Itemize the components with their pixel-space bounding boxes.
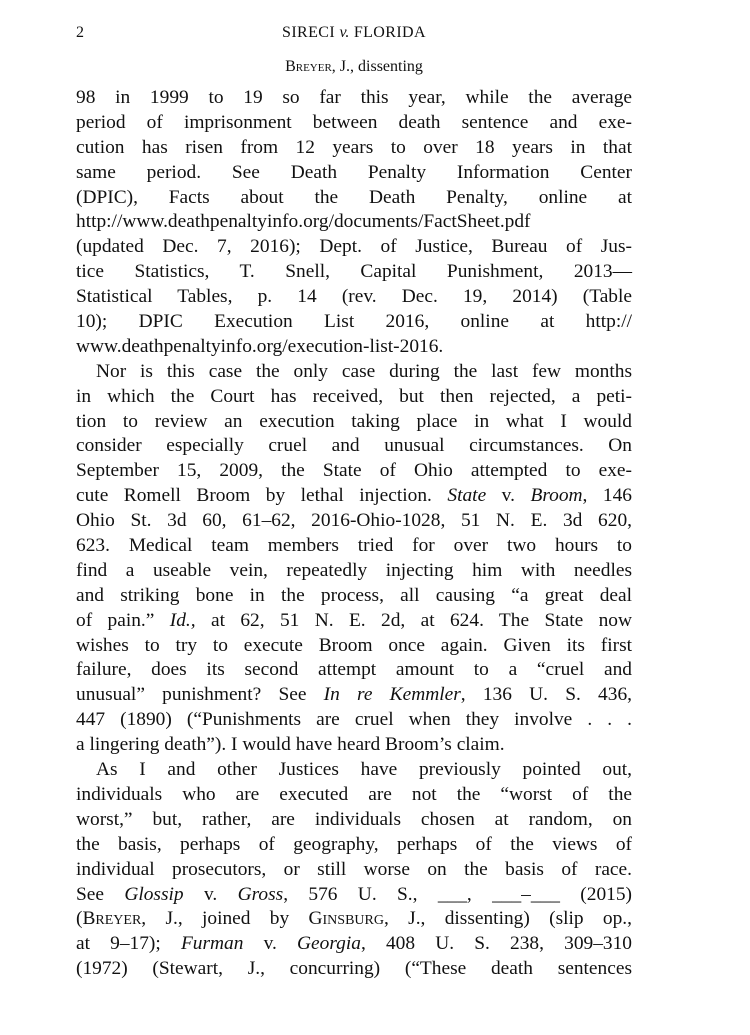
text-line: individuals who are executed are not the “worst of the	[76, 783, 632, 805]
case-party-1: SIRECI	[282, 24, 336, 41]
case-name-kemmler: In re Kemmler	[323, 684, 461, 706]
case-name-glossip: Glossip	[124, 883, 184, 905]
case-title	[76, 24, 632, 42]
text-line: September 15, 2009, the State of Ohio attempted to exe-	[76, 460, 632, 482]
text-line: Statistical Tables, p. 14 (rev. Dec. 19, 2014) (Table	[76, 286, 632, 308]
versus-text: v.	[243, 933, 298, 955]
citation-tail: , J., dissenting) (slip op.,	[383, 908, 632, 930]
text-line: find a useable vein, repeatedly injecting him with needles	[76, 559, 632, 581]
text-line-with-citation	[76, 907, 632, 932]
text-line-with-citation	[76, 883, 632, 908]
text-line: As I and other Justices have previously pointed out,	[96, 759, 632, 781]
text-line: (updated Dec. 7, 2016); Dept. of Justice, Bureau of Jus-	[76, 236, 632, 258]
running-header	[76, 18, 632, 48]
case-name-furman: Furman	[180, 933, 244, 955]
text-line: a lingering death”). I would have heard Broom’s claim.	[76, 734, 505, 756]
opinion-author-line	[76, 58, 632, 82]
text-line-with-citation	[76, 932, 632, 957]
line-text: unusual” punishment? See	[76, 684, 307, 706]
author-suffix: , J., dissenting	[331, 58, 423, 75]
citation-mid: , J., joined by	[141, 908, 309, 930]
versus-text: v.	[486, 485, 531, 507]
case-name-broom: Broom	[530, 485, 583, 507]
text-line-with-citation	[76, 484, 632, 509]
text-line: the basis, perhaps of geography, perhaps of the views of	[76, 833, 632, 855]
justice-ginsburg: Ginsburg	[308, 908, 384, 930]
text-line: tion to review an execution taking place in what I would	[76, 410, 632, 432]
case-versus: v.	[339, 24, 350, 41]
opinion-page	[76, 18, 632, 982]
case-name-gross: Gross	[237, 883, 284, 905]
justice-breyer: Breyer	[82, 908, 142, 930]
text-line: individual prosecutors, or still worse on the basis of race.	[76, 858, 632, 880]
text-line: 98 in 1999 to 19 so far this year, while the average	[76, 87, 632, 108]
text-line-with-citation	[76, 683, 632, 708]
versus-text: v.	[183, 883, 238, 905]
citation-tail: , 136 U. S. 436,	[460, 684, 632, 706]
paragraph-2	[76, 360, 632, 758]
case-party-2: FLORIDA	[353, 24, 426, 41]
text-line: 447 (1890) (“Punishments are cruel when they involve . . .	[76, 709, 632, 731]
text-line: (DPIC), Facts about the Death Penalty, online at	[76, 186, 632, 208]
citation-tail: , 408 U. S. 238, 309–310	[360, 933, 632, 955]
citation-tail: , 146	[582, 485, 632, 507]
author-name: Breyer	[285, 58, 332, 75]
paragraph-1	[76, 86, 632, 360]
text-line: failure, does its second attempt amount to a “cruel and	[76, 659, 632, 681]
line-text: cute Romell Broom by lethal injection.	[76, 485, 432, 507]
text-line: consider especially cruel and unusual circumstances. On	[76, 435, 632, 457]
text-line: Ohio St. 3d 60, 61–62, 2016-Ohio-1028, 51 N. E. 3d 620,	[76, 510, 632, 532]
citation-tail: at 62, 51 N. E. 2d, at 624. The State now	[195, 609, 632, 631]
page-number: 2	[76, 24, 85, 41]
id-citation: Id.,	[169, 609, 196, 631]
text-line: and striking bone in the process, all causing “a great deal	[76, 584, 632, 606]
text-line: Nor is this case the only case during the last few months	[96, 360, 632, 382]
case-name-state: State	[447, 485, 487, 507]
text-line: period of imprisonment between death sentence and exe-	[76, 111, 632, 133]
line-text: of pain.”	[76, 609, 155, 631]
text-line: (1972) (Stewart, J., concurring) (“These death sentences	[76, 958, 632, 980]
case-name-georgia: Georgia	[297, 933, 361, 955]
line-text: See	[76, 883, 104, 905]
paragraph-3	[76, 758, 632, 982]
text-line: wishes to try to execute Broom once again. Given its first	[76, 634, 632, 656]
line-text: (	[76, 908, 83, 930]
opinion-body	[76, 86, 632, 982]
text-line: 623. Medical team members tried for over two hours to	[76, 535, 632, 557]
text-line: tice Statistics, T. Snell, Capital Punishment, 2013—	[76, 261, 632, 283]
text-line: in which the Court has received, but then rejected, a peti-	[76, 385, 632, 407]
line-text: at 9–17);	[76, 933, 161, 955]
text-line: 10); DPIC Execution List 2016, online at http://	[76, 311, 632, 333]
text-line: cution has risen from 12 years to over 18 years in that	[76, 136, 632, 158]
text-line: worst,” but, rather, are individuals chosen at random, on	[76, 808, 632, 830]
factsheet-url-line: http://www.deathpenaltyinfo.org/documents/FactSheet.pdf	[76, 211, 531, 233]
citation-tail: , 576 U. S., ___, ___–___ (2015)	[283, 883, 632, 905]
text-line: same period. See Death Penalty Information Center	[76, 161, 632, 183]
execution-list-url-line: www.deathpenaltyinfo.org/execution-list-2016.	[76, 335, 444, 357]
text-line-with-citation	[76, 609, 632, 634]
